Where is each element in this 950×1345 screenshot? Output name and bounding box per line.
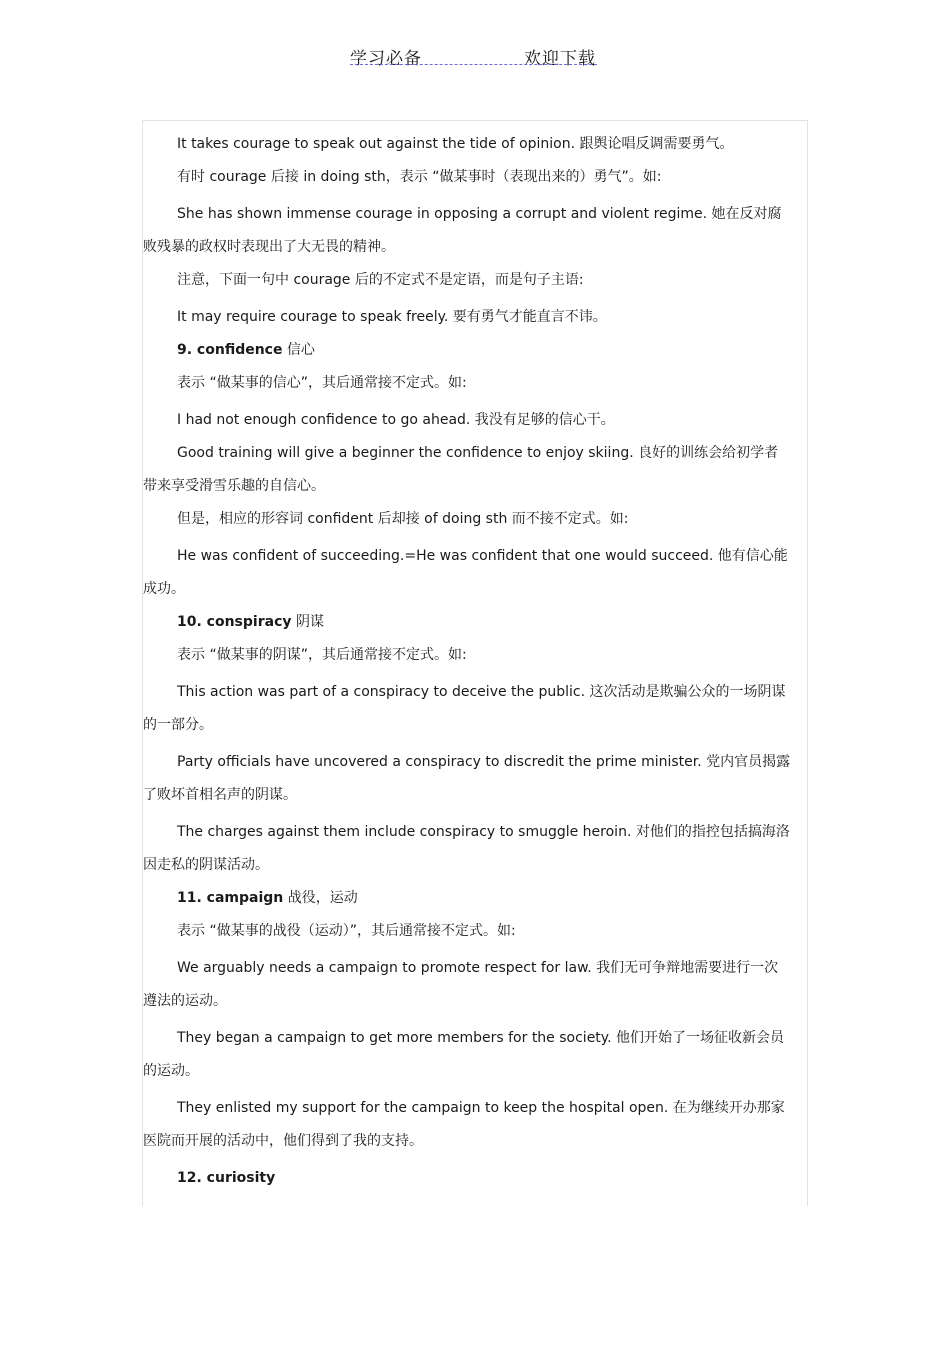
paragraph: I had not enough confidence to go ahead. 我没有足够的信心干。	[177, 412, 615, 428]
paragraph: The charges against them include conspiracy to smuggle heroin. 对他们的指控包括搞海洛因走私的阴谋活动。	[143, 824, 790, 873]
page-header	[0, 40, 950, 70]
header-left-text: 学习必备	[350, 49, 422, 69]
paragraph: It may require courage to speak freely. 要有勇气才能直言不讳。	[177, 309, 607, 325]
paragraph: Party officials have uncovered a conspiracy to discredit the prime minister. 党内官员揭露了败坏首相名声的阴谋。	[143, 754, 791, 803]
paragraph: It takes courage to speak out against the tide of opinion. 跟舆论唱反调需要勇气。	[177, 136, 734, 152]
paragraph: She has shown immense courage in opposing a corrupt and violent regime. 她在反对腐败残暴的政权时表现出了大无畏的精神。	[143, 206, 782, 255]
header-dashed-rule	[350, 64, 597, 65]
section-heading: 9. confidence 信心	[177, 342, 315, 358]
paragraph: He was confident of succeeding.=He was confident that one would succeed. 他有信心能成功。	[143, 548, 788, 597]
paragraph: This action was part of a conspiracy to deceive the public. 这次活动是欺骗公众的一场阴谋的一部分。	[143, 684, 786, 733]
section-heading: 12. curiosity	[177, 1170, 276, 1186]
document-body	[143, 128, 791, 1195]
paragraph: 表示 “做某事的信心”，其后通常接不定式。如:	[177, 375, 467, 391]
paragraph: 表示 “做某事的阴谋”，其后通常接不定式。如:	[177, 647, 467, 663]
paragraph: They began a campaign to get more members for the society. 他们开始了一场征收新会员的运动。	[143, 1030, 784, 1079]
paragraph: They enlisted my support for the campaign to keep the hospital open. 在为继续开办那家医院而开展的活动中，他们得到了我的支持。	[143, 1100, 785, 1149]
header-right-text: 欢迎下载	[524, 49, 596, 69]
paragraph: We arguably needs a campaign to promote respect for law. 我们无可争辩地需要进行一次遵法的运动。	[143, 960, 779, 1009]
paragraph: Good training will give a beginner the confidence to enjoy skiing. 良好的训练会给初学者带来享受滑雪乐趣的自信心。	[143, 445, 779, 494]
section-heading: 11. campaign 战役，运动	[177, 890, 358, 906]
paragraph: 注意，下面一句中 courage 后的不定式不是定语，而是句子主语:	[177, 272, 584, 288]
paragraph: 但是，相应的形容词 confident 后却接 of doing sth 而不接不定式。如:	[177, 511, 629, 527]
paragraph: 表示 “做某事的战役（运动）”，其后通常接不定式。如:	[177, 923, 516, 939]
paragraph: 有时 courage 后接 in doing sth，表示 “做某事时（表现出来的）勇气”。如:	[177, 169, 662, 185]
section-heading: 10. conspiracy 阴谋	[177, 614, 324, 630]
